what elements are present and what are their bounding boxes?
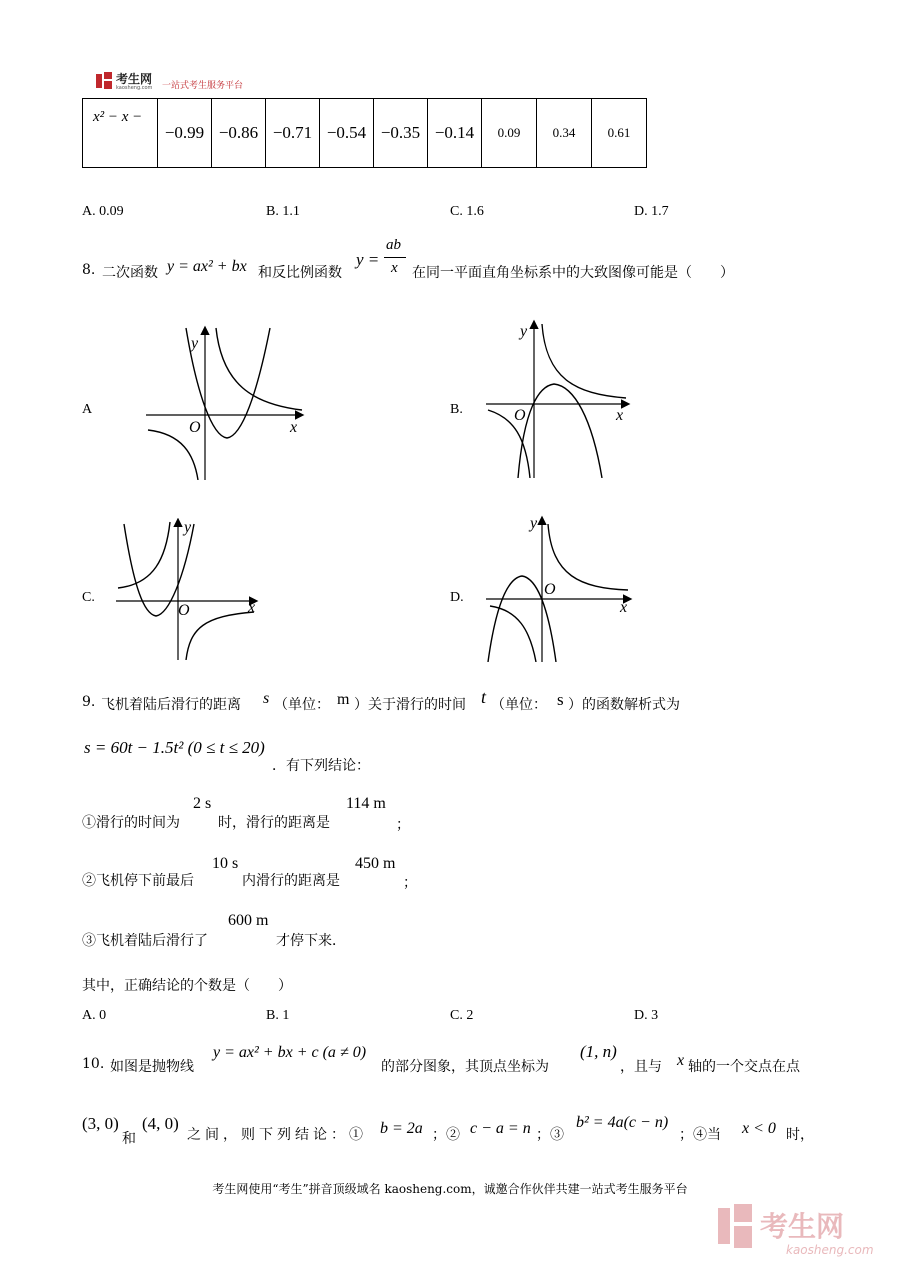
- q7-option-a[interactable]: A. 0.09: [82, 204, 124, 219]
- q10-point-2: (4, 0): [142, 1114, 179, 1133]
- q9-conclusion-2: ；: [403, 875, 417, 891]
- q8-text-after: 在同一平面直角坐标系中的大致图像可能是（ ）: [412, 265, 734, 281]
- watermark-domain: kaosheng.com: [786, 1243, 874, 1257]
- q9-text: （单位：: [274, 697, 330, 713]
- q9-conclusion-2: ②飞机停下前最后: [82, 873, 194, 889]
- page-footer: 考生网使用“考生”拼音顶级域名 kaosheng.com，诚邀合作伙伴共建一站式考生服务平台: [212, 1182, 688, 1196]
- hyperbola-branch: [216, 328, 302, 410]
- fraction-bar: [384, 257, 406, 258]
- q8-formula-quadratic: y = ax² + bx: [167, 258, 247, 275]
- q10-conclusion-4: x < 0: [742, 1120, 776, 1137]
- q9-text: （单位：: [491, 697, 547, 713]
- q10-text: 之间，则下列结论：①: [187, 1127, 367, 1143]
- origin-label: O: [514, 407, 526, 424]
- q9-conclusion-3: 才停下来．: [276, 933, 346, 949]
- q10-vertex: (1, n): [580, 1042, 617, 1061]
- q9-c2-distance: 450 m: [355, 855, 396, 872]
- q9-option-b[interactable]: B. 1: [266, 1008, 290, 1023]
- q9-text: ）关于滑行的时间: [354, 697, 466, 713]
- q8-formula-inverse-num: ab: [386, 237, 401, 253]
- q9-conclusion-3: ③飞机着陆后滑行了: [82, 933, 208, 949]
- q10-text: 的部分图象，其顶点坐标为: [381, 1059, 549, 1075]
- y-axis-label: y: [191, 335, 199, 352]
- q9-option-a[interactable]: A. 0: [82, 1008, 107, 1023]
- q9-text: ）的函数解析式为: [568, 697, 680, 713]
- watermark-name: 考生网: [760, 1210, 845, 1243]
- q9-unit-s: s: [557, 690, 564, 709]
- q10-text: ；④当: [679, 1127, 721, 1143]
- kaosheng-watermark-icon: [716, 1200, 886, 1260]
- kaosheng-logo-icon: [96, 72, 114, 90]
- q10-text: ；③: [536, 1127, 564, 1143]
- q8-option-a-label[interactable]: A: [82, 402, 93, 417]
- table-cell: −0.71: [266, 99, 320, 168]
- q10-point-1: (3, 0): [82, 1114, 119, 1133]
- table-cell: −0.54: [320, 99, 374, 168]
- q9-conclusion-1: ①滑行的时间为: [82, 815, 180, 831]
- hyperbola-branch: [148, 430, 198, 480]
- q9-conclusion-1: 时，滑行的距离是: [218, 815, 330, 831]
- q9-ask: 其中，正确结论的个数是（ ）: [82, 978, 292, 994]
- x-axis-label: x: [290, 419, 298, 436]
- q10-conclusion-3: b² = 4a(c − n): [576, 1114, 669, 1131]
- q10-text: 如图是抛物线: [110, 1059, 194, 1075]
- q9-conclusion-1: ；: [396, 817, 410, 833]
- q10-text: ，且与: [620, 1059, 662, 1075]
- table-cell: −0.14: [428, 99, 482, 168]
- q9-unit-m: m: [337, 691, 350, 708]
- q7-option-d[interactable]: D. 1.7: [634, 204, 669, 219]
- table-row-label: x² − x −: [83, 99, 158, 168]
- logo-name: 考生网: [116, 72, 153, 86]
- q7-option-c[interactable]: C. 1.6: [450, 204, 484, 219]
- q9-number: 9.: [82, 694, 96, 710]
- q9-conclusion-2: 内滑行的距离是: [242, 873, 340, 889]
- x-axis-label: x: [248, 599, 256, 616]
- q10-var-x: x: [677, 1052, 685, 1069]
- graph-option-b[interactable]: [484, 318, 632, 478]
- q10-number: 10.: [82, 1056, 105, 1072]
- q8-text-before: 二次函数: [102, 265, 158, 281]
- x-axis-label: x: [616, 407, 624, 424]
- parabola-curve: [518, 384, 602, 478]
- origin-label: O: [544, 581, 556, 598]
- graph-option-c[interactable]: [114, 518, 260, 660]
- q9-c1-time: 2 s: [193, 795, 212, 812]
- table-cell: 0.34: [537, 99, 592, 168]
- value-table: [82, 98, 647, 168]
- table-row: [83, 99, 647, 168]
- table-cell: −0.35: [374, 99, 428, 168]
- q10-text: 轴的一个交点在点: [688, 1059, 800, 1075]
- q10-text: ；②: [432, 1127, 460, 1143]
- table-cell: −0.99: [158, 99, 212, 168]
- q9-text: ．有下列结论：: [272, 758, 370, 774]
- q8-option-c-label[interactable]: C.: [82, 590, 95, 605]
- q9-formula: s = 60t − 1.5t² (0 ≤ t ≤ 20): [84, 738, 265, 757]
- q10-text: 和: [122, 1131, 136, 1147]
- q8-number: 8.: [82, 262, 96, 278]
- graph-option-a[interactable]: [142, 324, 306, 480]
- hyperbola-branch: [548, 524, 628, 590]
- q9-var-s: s: [263, 690, 270, 707]
- origin-label: O: [178, 602, 190, 619]
- q7-option-b[interactable]: B. 1.1: [266, 204, 300, 219]
- q9-option-d[interactable]: D. 3: [634, 1008, 659, 1023]
- hyperbola-branch: [186, 612, 254, 660]
- q9-option-c[interactable]: C. 2: [450, 1008, 474, 1023]
- table-cell: 0.61: [592, 99, 647, 168]
- table-cell: 0.09: [482, 99, 537, 168]
- q10-formula: y = ax² + bx + c (a ≠ 0): [213, 1044, 367, 1061]
- q8-option-d-label[interactable]: D.: [450, 590, 464, 605]
- q9-c2-time: 10 s: [212, 855, 239, 872]
- q9-var-t: t: [481, 687, 487, 707]
- q8-formula-inverse-lhs: y =: [356, 250, 380, 269]
- y-axis-label: y: [530, 515, 538, 532]
- table-cell: −0.86: [212, 99, 266, 168]
- q8-text-middle: 和反比例函数: [258, 265, 342, 281]
- q10-text: 时，: [786, 1127, 814, 1143]
- q8-formula-inverse-den: x: [391, 260, 398, 276]
- q9-text: 飞机着陆后滑行的距离: [101, 697, 241, 713]
- q9-c1-distance: 114 m: [346, 795, 386, 812]
- q9-c3-distance: 600 m: [228, 912, 269, 929]
- origin-label: O: [189, 419, 201, 436]
- x-axis-label: x: [620, 599, 628, 616]
- hyperbola-branch: [542, 324, 626, 398]
- q10-conclusion-1: b = 2a: [380, 1120, 423, 1137]
- q8-option-b-label[interactable]: B.: [450, 402, 463, 417]
- logo-slogan: 一站式考生服务平台: [162, 81, 244, 91]
- graph-option-d[interactable]: [484, 514, 634, 662]
- y-axis-label: y: [184, 519, 192, 536]
- q10-conclusion-2: c − a = n: [470, 1120, 531, 1137]
- y-axis-label: y: [520, 323, 528, 340]
- logo-domain: kaosheng.com: [116, 85, 153, 91]
